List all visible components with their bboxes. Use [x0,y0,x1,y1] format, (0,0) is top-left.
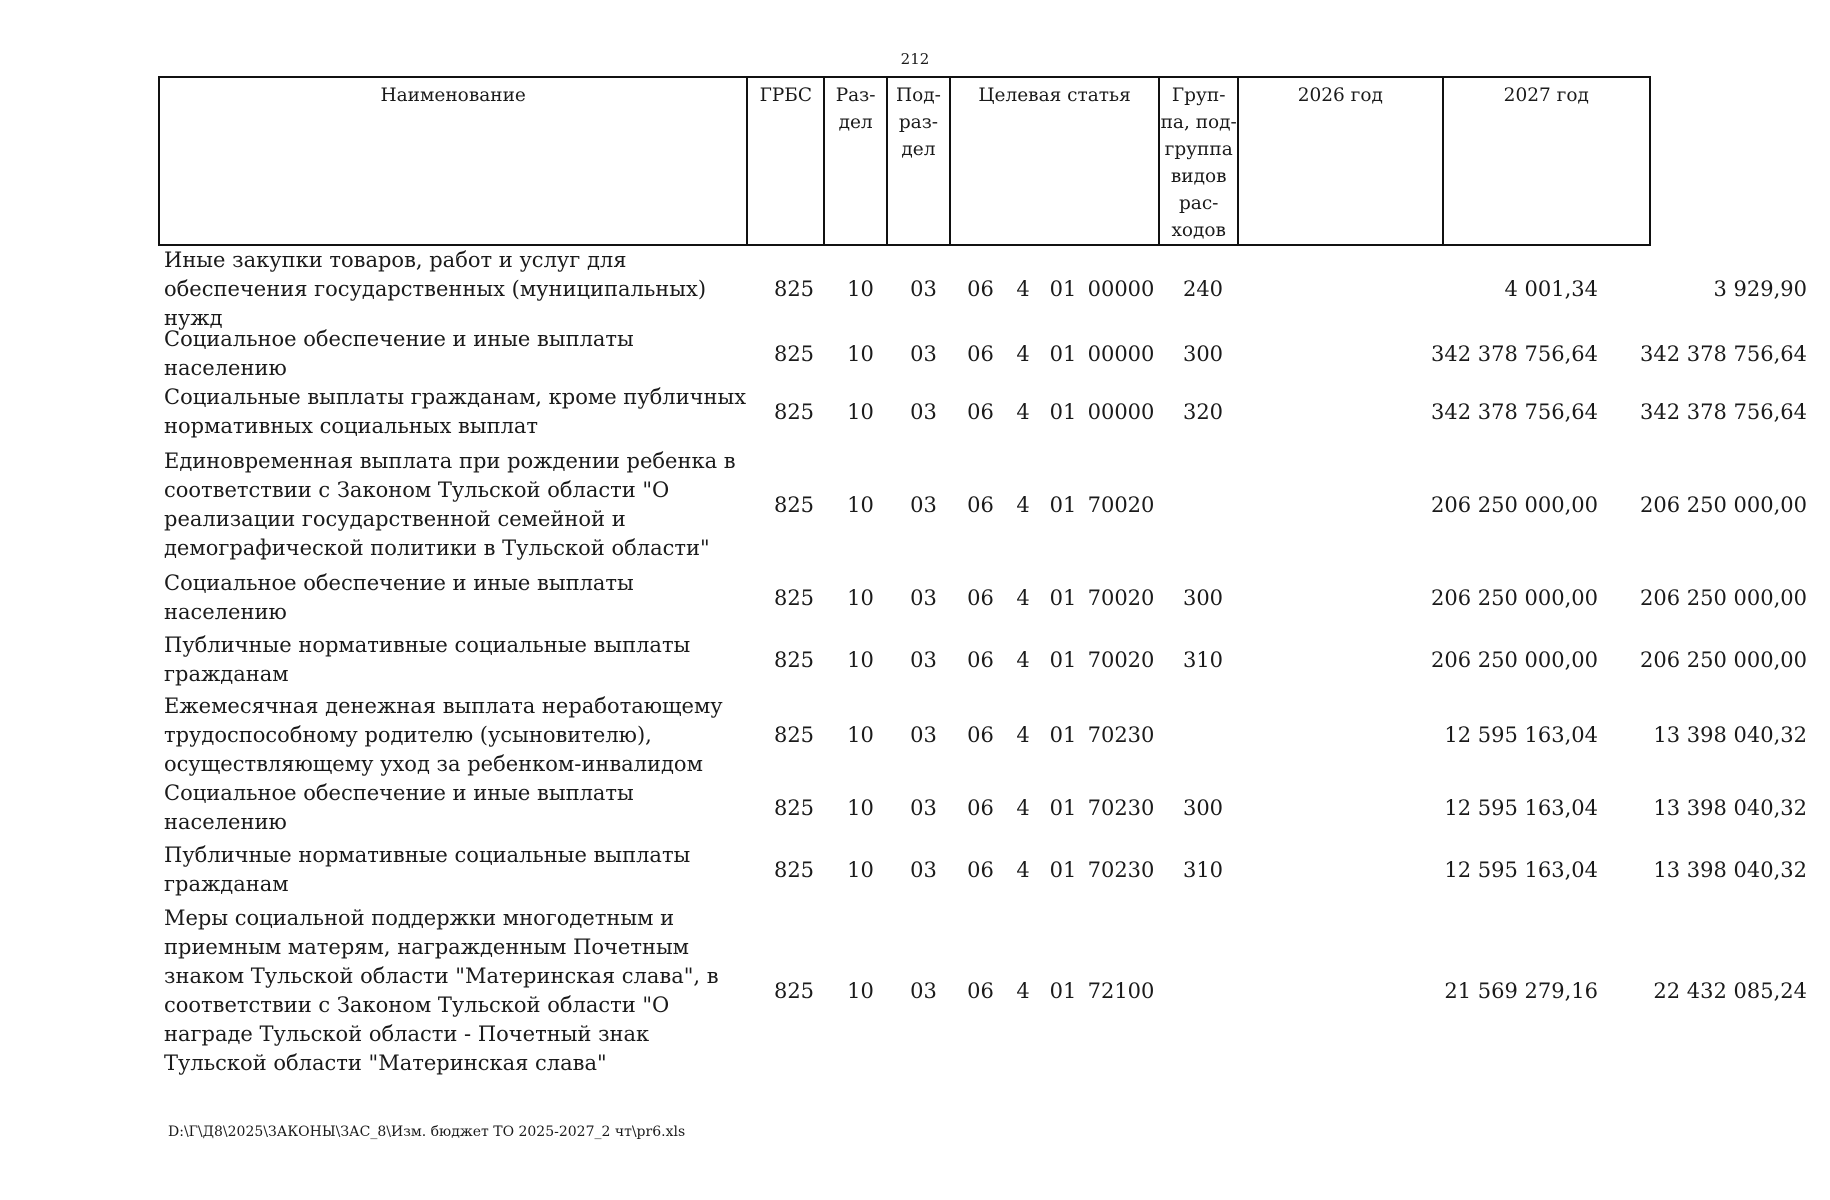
cell-amount-2026: 12 595 163,04 [1444,858,1598,882]
cell-target-direction: 70020 [1087,586,1155,610]
table-row [158,445,1807,565]
cell-amount-2027: 206 250 000,00 [1640,648,1807,672]
cell-amount-2026: 206 250 000,00 [1431,648,1598,672]
cell-target-type: 4 [1016,400,1030,424]
cell-target-program: 06 [967,586,994,610]
cell-podrazdel: 03 [910,277,937,301]
cell-expense-group [1168,690,1238,780]
cell-amount-2027: 206 250 000,00 [1640,586,1807,610]
cell-target-type: 4 [1016,342,1030,366]
cell-target-program: 06 [967,493,994,517]
cell-amount-2026: 12 595 163,04 [1444,796,1598,820]
cell-target-element: 01 [1049,342,1077,366]
cell-target-program: 06 [967,796,994,820]
cell-podrazdel: 03 [910,723,937,747]
row-name: Социальные выплаты гражданам, кроме публичных нормативных социальных выплат [164,385,747,438]
cell-target-type: 4 [1016,648,1030,672]
row-name: Иные закупки товаров, работ и услуг для обеспечения государственных (муниципальных) нужд [164,247,707,330]
table-row [158,571,1807,624]
cell-grbs: 825 [773,586,815,610]
table-header [158,76,1651,246]
cell-target-element: 01 [1049,400,1077,424]
cell-target-program: 06 [967,723,994,747]
cell-grbs: 825 [773,723,815,747]
cell-target-element: 01 [1049,586,1077,610]
cell-target-program: 06 [967,858,994,882]
cell-amount-2027: 3 929,90 [1713,277,1807,301]
row-name: Публичные нормативные социальные выплаты гражданам [164,843,691,896]
cell-razdel: 10 [847,796,874,820]
file-path-footer: D:\Г\Д8\2025\ЗАКОНЫ\ЗАС_8\Изм. бюджет ТО 2025-2027_2 чт\pr6.xls [168,1124,686,1140]
cell-podrazdel: 03 [910,796,937,820]
header-podrazdel: Под- раз- дел [888,78,951,244]
cell-razdel: 10 [847,979,874,1003]
cell-target-direction: 70020 [1087,493,1155,517]
cell-target-direction: 70020 [1087,648,1155,672]
row-name: Единовременная выплата при рождении ребенка в соответствии с Законом Тульской области "О реализации государственной семейной и демографической политики в Тульской области" [164,449,736,560]
cell-expense-group: 300 [1182,342,1224,366]
cell-amount-2026: 206 250 000,00 [1431,493,1598,517]
cell-target-direction: 00000 [1087,277,1155,301]
cell-podrazdel: 03 [910,979,937,1003]
cell-podrazdel: 03 [910,400,937,424]
table-row [158,382,1807,442]
cell-target-type: 4 [1016,796,1030,820]
cell-podrazdel: 03 [910,493,937,517]
cell-amount-2027: 342 378 756,64 [1640,400,1807,424]
row-name: Социальное обеспечение и иные выплаты населению [164,571,634,624]
header-year-2026: 2026 год [1239,78,1443,244]
cell-amount-2026: 21 569 279,16 [1444,979,1598,1003]
header-name: Наименование [160,78,748,244]
table-row [158,247,1807,330]
cell-grbs: 825 [773,648,815,672]
header-razdel: Раз- дел [825,78,888,244]
cell-razdel: 10 [847,277,874,301]
cell-target-program: 06 [967,342,994,366]
cell-grbs: 825 [773,400,815,424]
cell-grbs: 825 [773,277,815,301]
row-name: Социальное обеспечение и иные выплаты населению [164,781,634,834]
cell-target-element: 01 [1049,493,1077,517]
cell-target-element: 01 [1049,858,1077,882]
cell-target-direction: 00000 [1087,342,1155,366]
cell-grbs: 825 [773,796,815,820]
cell-target-element: 01 [1049,796,1077,820]
cell-target-element: 01 [1049,648,1077,672]
cell-podrazdel: 03 [910,586,937,610]
cell-target-direction: 00000 [1087,400,1155,424]
cell-target-type: 4 [1016,723,1030,747]
cell-target-type: 4 [1016,277,1030,301]
cell-expense-group: 310 [1182,648,1224,672]
cell-target-direction: 70230 [1087,796,1155,820]
cell-target-program: 06 [967,979,994,1003]
page-number: 212 [900,50,930,68]
header-grbs: ГРБС [748,78,825,244]
cell-amount-2027: 206 250 000,00 [1640,493,1807,517]
cell-target-type: 4 [1016,979,1030,1003]
cell-amount-2026: 206 250 000,00 [1431,586,1598,610]
cell-podrazdel: 03 [910,648,937,672]
cell-razdel: 10 [847,723,874,747]
cell-amount-2026: 342 378 756,64 [1431,342,1598,366]
cell-amount-2026: 342 378 756,64 [1431,400,1598,424]
cell-grbs: 825 [773,858,815,882]
cell-grbs: 825 [773,342,815,366]
cell-target-direction: 72100 [1087,979,1155,1003]
table-row [158,690,1807,780]
cell-target-element: 01 [1049,277,1077,301]
cell-grbs: 825 [773,979,815,1003]
cell-target-program: 06 [967,400,994,424]
table-row [158,840,1807,900]
cell-grbs: 825 [773,493,815,517]
row-name: Ежемесячная денежная выплата неработающему трудоспособному родителю (усыновителю), осуществляющему уход за ребенком-инвалидом [164,693,723,776]
row-name: Социальное обеспечение и иные выплаты населению [164,327,634,380]
table-row [158,327,1807,380]
cell-expense-group: 240 [1182,277,1224,301]
header-year-2027: 2027 год [1503,85,1589,106]
cell-amount-2027: 13 398 040,32 [1653,858,1807,882]
cell-podrazdel: 03 [910,342,937,366]
table-row [158,630,1807,690]
cell-target-direction: 70230 [1087,723,1155,747]
cell-razdel: 10 [847,400,874,424]
cell-expense-group: 300 [1182,796,1224,820]
cell-expense-group: 320 [1182,400,1224,424]
table-row [158,781,1807,834]
cell-expense-group [1168,445,1238,565]
cell-amount-2027: 13 398 040,32 [1653,723,1807,747]
cell-amount-2027: 342 378 756,64 [1640,342,1807,366]
cell-expense-group: 310 [1182,858,1224,882]
cell-target-program: 06 [967,648,994,672]
cell-target-type: 4 [1016,493,1030,517]
cell-target-element: 01 [1049,979,1077,1003]
cell-amount-2026: 12 595 163,04 [1444,723,1598,747]
cell-razdel: 10 [847,648,874,672]
cell-razdel: 10 [847,493,874,517]
cell-target-direction: 70230 [1087,858,1155,882]
cell-razdel: 10 [847,342,874,366]
header-target-article: Целевая статья [951,78,1160,244]
cell-razdel: 10 [847,586,874,610]
cell-amount-2026: 4 001,34 [1504,277,1598,301]
cell-razdel: 10 [847,858,874,882]
cell-target-type: 4 [1016,586,1030,610]
cell-target-program: 06 [967,277,994,301]
cell-amount-2027: 22 432 085,24 [1653,979,1807,1003]
table-row [158,906,1807,1075]
cell-expense-group: 300 [1182,586,1224,610]
cell-podrazdel: 03 [910,858,937,882]
cell-target-type: 4 [1016,858,1030,882]
header-expense-group: Груп- па, под- группа видов рас- ходов [1160,78,1239,244]
cell-target-element: 01 [1049,723,1077,747]
row-name: Публичные нормативные социальные выплаты гражданам [164,633,691,686]
cell-amount-2027: 13 398 040,32 [1653,796,1807,820]
row-name: Меры социальной поддержки многодетным и приемным матерям, награжденным Почетным знаком Тульской области "Материнская слава", в соответствии с Законом Тульской области "О награде Тульской области - Почетный знак Тульской области "Материнская слава" [164,906,719,1075]
cell-expense-group [1168,916,1238,1066]
